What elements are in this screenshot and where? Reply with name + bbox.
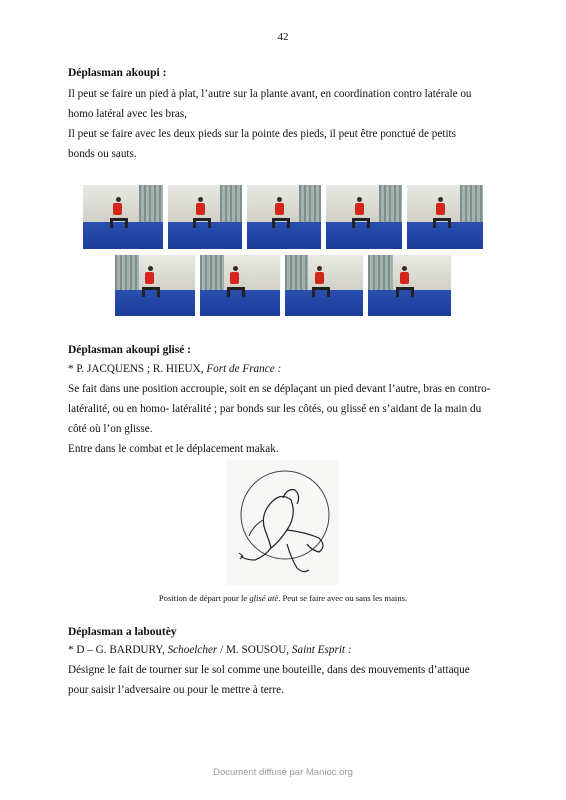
photo-sequence-frame (326, 185, 402, 249)
section-body-a-labouty (68, 660, 508, 700)
section-body-akoupi (68, 84, 508, 164)
crouching-figure-drawing (227, 460, 339, 585)
body-line: homo latéral avec les bras, (68, 108, 187, 120)
photo-sequence-frame (247, 185, 321, 249)
body-line: bonds ou sauts. (68, 148, 137, 160)
source-authors: * P. JACQUENS ; R. HIEUX, (68, 363, 207, 375)
body-line: Entre dans le combat et le déplacement makak. (68, 443, 279, 455)
body-line: Il peut se faire un pied à plat, l’autre sur la plante avant, en coordination contro latérale ou (68, 88, 472, 100)
photo-sequence-frame (83, 185, 163, 249)
body-line: pour saisir l’adversaire ou pour le mettre à terre. (68, 684, 284, 696)
body-line: Il peut se faire avec les deux pieds sur la pointe des pieds, il peut être ponctué de petits (68, 128, 457, 140)
photo-sequence-frame (285, 255, 363, 316)
illustration-caption: Position de départ pour le glisé atè. Peut se faire avec ou sans les mains. (158, 593, 408, 603)
photo-sequence-frame (368, 255, 451, 316)
page-number: 42 (277, 31, 289, 43)
section-heading-a-labouty: Déplasman a laboutèy (68, 626, 177, 638)
photo-sequence-frame (200, 255, 280, 316)
section-body-akoupi-glise (68, 379, 508, 459)
illustration-glise-ate (227, 460, 339, 585)
section-source-akoupi-glise (68, 359, 508, 379)
body-line: latéralité, ou en homo- latéralité ; par bonds sur les côtés, ou glissé en s’aidant de la main du (68, 403, 482, 415)
section-heading-akoupi-glise: Déplasman akoupi glisé : (68, 344, 192, 356)
photo-sequence-frame (407, 185, 483, 249)
section-heading-akoupi: Déplasman akoupi : (68, 67, 167, 79)
body-line: côté où l’on glisse. (68, 423, 153, 435)
footer-watermark: Document diffusé par Manioc.org (213, 767, 353, 778)
body-line: Se fait dans une position accroupie, soit en se déplaçant un pied devant l’autre, bras en contro- (68, 383, 491, 395)
photo-sequence-frame (168, 185, 242, 249)
body-line: Désigne le fait de tourner sur le sol comme une bouteille, dans des mouvements d’attaque (68, 664, 470, 676)
source-place: Fort de France : (206, 363, 282, 375)
photo-sequence-frame (115, 255, 195, 316)
section-source-a-labouty: * D – G. BARDURY, Schoelcher / M. SOUSOU, Saint Esprit : (68, 644, 352, 656)
